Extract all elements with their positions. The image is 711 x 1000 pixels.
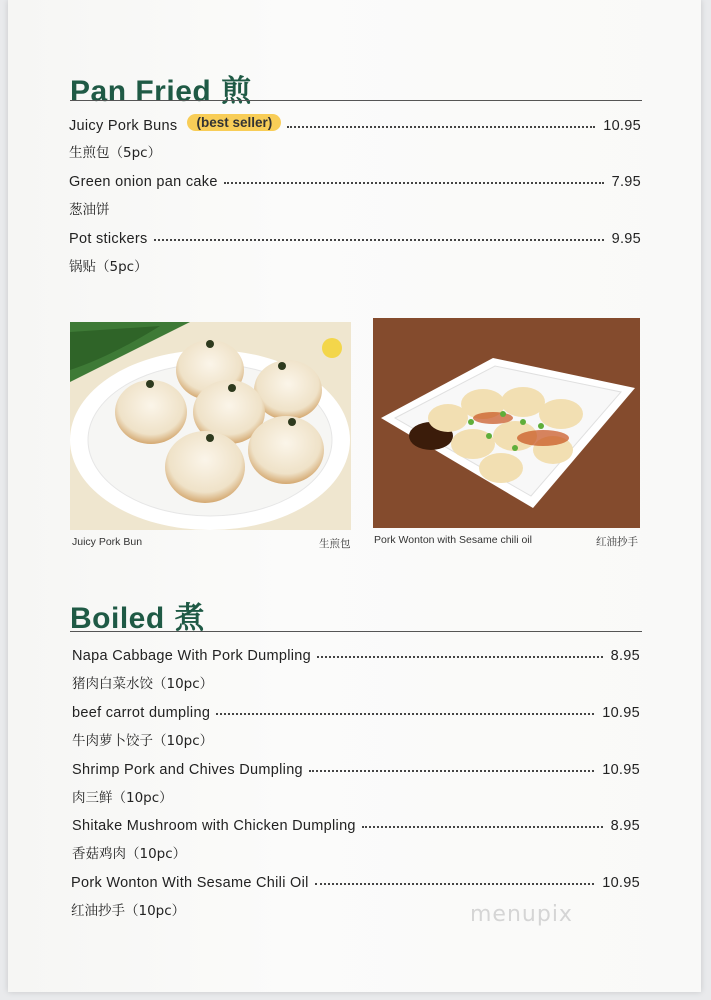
item-name: Shrimp Pork and Chives Dumpling xyxy=(72,762,303,778)
photo-caption-en: Pork Wonton with Sesame chili oil xyxy=(374,534,532,546)
item-name-zh: 葱油饼 xyxy=(69,202,110,218)
section-title-en: Pan Fried xyxy=(70,75,212,108)
item-price: 10.95 xyxy=(602,762,640,778)
menu-item xyxy=(69,117,641,165)
leader-dots xyxy=(154,229,604,241)
item-name-zh: 猪肉白菜水饺（10pc） xyxy=(72,676,214,692)
item-name: Pot stickers xyxy=(69,231,148,247)
item-price: 8.95 xyxy=(610,818,640,834)
section-title-en: Boiled xyxy=(70,602,165,635)
best-seller-badge: (best seller) xyxy=(187,114,281,131)
item-name-zh: 红油抄手（10pc） xyxy=(71,903,186,919)
photo-caption-zh: 生煎包 xyxy=(319,538,351,550)
wonton-image xyxy=(373,318,640,528)
item-price: 9.95 xyxy=(611,231,641,247)
leader-dots xyxy=(287,116,595,128)
item-price: 8.95 xyxy=(610,648,640,664)
item-name: Juicy Pork Buns xyxy=(69,118,178,134)
menu-item xyxy=(69,174,641,222)
item-name-zh: 肉三鲜（10pc） xyxy=(72,790,173,806)
menu-item xyxy=(72,705,640,753)
section-divider xyxy=(70,631,642,632)
item-name-zh: 牛肉萝卜饺子（10pc） xyxy=(72,733,214,749)
leader-dots xyxy=(216,703,594,715)
item-name-zh: 锅贴（5pc） xyxy=(69,259,148,275)
item-name: Pork Wonton With Sesame Chili Oil xyxy=(71,875,309,891)
menu-item xyxy=(72,762,640,810)
section-title-zh: 煮 xyxy=(174,601,206,636)
item-price: 7.95 xyxy=(611,174,641,190)
photo-juicy-pork-bun xyxy=(70,322,351,530)
leader-dots xyxy=(317,646,603,658)
photo-caption-zh: 红油抄手 xyxy=(596,536,638,548)
leader-dots xyxy=(315,873,595,885)
item-name-zh: 生煎包（5pc） xyxy=(69,145,162,161)
item-price: 10.95 xyxy=(602,875,640,891)
menu-page xyxy=(8,0,701,992)
menu-item xyxy=(72,818,640,866)
item-name: Napa Cabbage With Pork Dumpling xyxy=(72,648,311,664)
menu-item xyxy=(72,648,640,696)
item-name: Green onion pan cake xyxy=(69,174,218,190)
item-name: beef carrot dumpling xyxy=(72,705,211,721)
menu-item xyxy=(69,231,641,279)
item-price: 10.95 xyxy=(603,118,641,134)
photo-pork-wonton xyxy=(373,318,640,528)
item-name: Shitake Mushroom with Chicken Dumpling xyxy=(72,818,356,834)
item-price: 10.95 xyxy=(602,705,640,721)
leader-dots xyxy=(362,816,603,828)
section-title-zh: 煎 xyxy=(221,74,252,109)
photo-caption-en: Juicy Pork Bun xyxy=(72,536,143,548)
section-divider xyxy=(70,100,642,101)
leader-dots xyxy=(309,760,594,772)
item-name-zh: 香菇鸡肉（10pc） xyxy=(72,846,187,862)
pork-bun-image xyxy=(70,322,351,530)
leader-dots xyxy=(224,172,604,184)
watermark: menupix xyxy=(470,902,573,927)
section-title-pan-fried xyxy=(70,66,252,110)
